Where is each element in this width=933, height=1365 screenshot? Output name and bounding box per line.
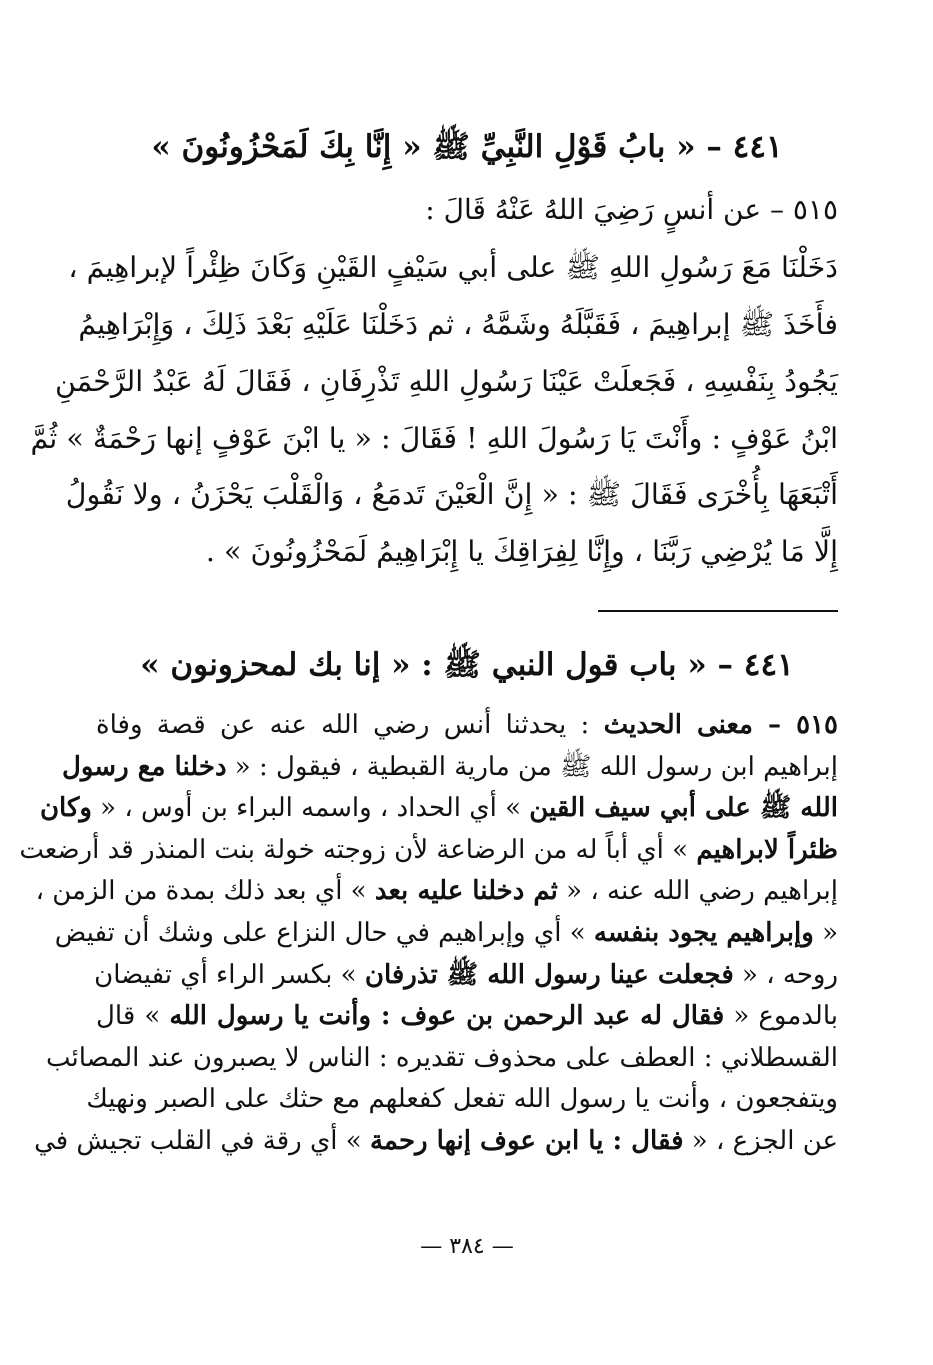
commentary-text-line [96,962,838,988]
commentary-text: » أي وإبراهيم في حال النزاع على وشك أن تفيض [54,918,594,948]
hadith-text-line: فأَخَذَ ﷺ إبراهِيمَ ، فَقَبَّلَهُ وشَمَّهُ ، ثم دَخَلْنَا عَلَيْهِ بَعْدَ ذَلِكَ ، وَإِبْرَاهِيمُ [78,308,838,341]
commentary-text: : يحدثنا أنس رضي الله عنه عن قصة وفاة [96,710,604,740]
commentary-text: » أي الحداد ، واسمه البراء بن أوس ، « [91,793,530,823]
commentary-text: عن الجزع ، « [683,1126,838,1156]
commentary-text: » أي بعد ذلك بمدة من الزمن ، [35,876,375,906]
commentary-text: ويتفجعون ، وأنت يا رسول الله تفعل كفعلهم مع حثك على الصبر ونهيك [86,1084,838,1114]
commentary-text: روحه ، « [733,960,838,990]
section-divider [598,610,838,612]
chapter-heading: ٤٤١ – « بابُ قَوْلِ النَّبِيِّ ﷺ « إِنَّا بِكَ لَمَحْزُونُونَ » [151,129,783,165]
commentary-text-line [35,876,838,906]
hadith-text-line: أَتْبَعَهَا بِأُخْرَى فَقَالَ ﷺ : « إِنَّ الْعَيْنَ تَدمَعُ ، وَالْقَلْبَ يَحْزَنُ ، ولا نَقُولُ [65,478,838,511]
commentary-quote-bold: ثم دخلنا عليه بعد [374,876,558,906]
commentary-text: القسطلاني : العطف على محذوف تقديره : الناس لا يصبرون عند المصائب [45,1043,838,1073]
commentary-text-line [61,752,838,782]
commentary-quote-bold: دخلنا مع رسول [61,752,227,782]
commentary-text-line [34,1126,838,1156]
commentary-quote-bold: ٥١٥ – معنى الحديث [603,710,839,740]
commentary-text: إبراهيم رضي الله عنه ، « [557,876,838,906]
commentary-text: » بكسر الراء أي تفيضان [94,960,365,990]
commentary-text: « [813,918,838,948]
commentary-text-line [45,1043,838,1073]
hadith-text-line: ابْنُ عَوْفٍ : وأَنْتَ يَا رَسُولَ اللهِ ! فَقَالَ : « يا ابْنَ عَوْفٍ إنها رَحْمَةٌ » ثُمَّ [30,422,838,455]
commentary-text: بالدموع « [724,1001,838,1031]
hadith-text-line: إِلَّا مَا يُرْضِي رَبَّنَا ، وإِنَّا لِفِرَاقِكَ يا إِبْرَاهِيمُ لَمَحْزُونُونَ » . [205,535,838,568]
hadith-text-line: يَجُودُ بِنَفْسِهِ ، فَجَعلَتْ عَيْنَا رَسُولِ اللهِ تَذْرِفَانِ ، فَقَالَ لَهُ عَبْدُ الرَّحْمَنِ [55,365,838,398]
commentary-text: » قال [96,1001,170,1031]
commentary-text-line [96,712,838,738]
hadith-text-line: دَخَلْنَا مَعَ رَسُولِ اللهِ ﷺ على أبي سَيْفٍ القَيْنِ وَكَانَ ظِئْراً لإبراهِيمَ ، [68,251,838,284]
commentary-text-line [96,1003,838,1029]
commentary-text: » أي أباً له من الرضاعة لأن زوجته خولة بنت المنذر قد أرضعت [19,835,697,865]
commentary-heading: ٤٤١ – « باب قول النبي ﷺ : « إنا بك لمحزونون » [140,647,794,683]
commentary-quote-bold: فقال له عبد الرحمن بن عوف : وأنت يا رسول الله [169,1001,725,1031]
page-number: — ٣٨٤ — [420,1234,514,1259]
commentary-text: » أي رقة في القلب تجيش في [34,1126,370,1156]
commentary-quote-bold: فجعلت عينا رسول الله ﷺ تذرفان [364,960,734,990]
commentary-quote-bold: وإبراهيم يجود بنفسه [593,918,814,948]
commentary-text: إبراهيم ابن رسول الله ﷺ من مارية القبطية ، فيقول : « [226,752,838,782]
commentary-text-line [54,918,838,948]
commentary-text-line [19,835,838,865]
commentary-text-line [86,1084,838,1114]
commentary-quote-bold: فقال : يا ابن عوف إنها رحمة [369,1126,684,1156]
commentary-quote-bold: ظئراً لابراهيم [696,835,838,865]
commentary-quote-bold: الله ﷺ على أبي سيف القين [529,793,838,823]
commentary-quote-bold: وكان [39,793,92,823]
book-page [19,0,839,1365]
hadith-narrator-line: ٥١٥ – عن أنسٍ رَضِيَ اللهُ عَنْهُ قَالَ : [425,193,838,226]
commentary-text-line [39,793,838,823]
